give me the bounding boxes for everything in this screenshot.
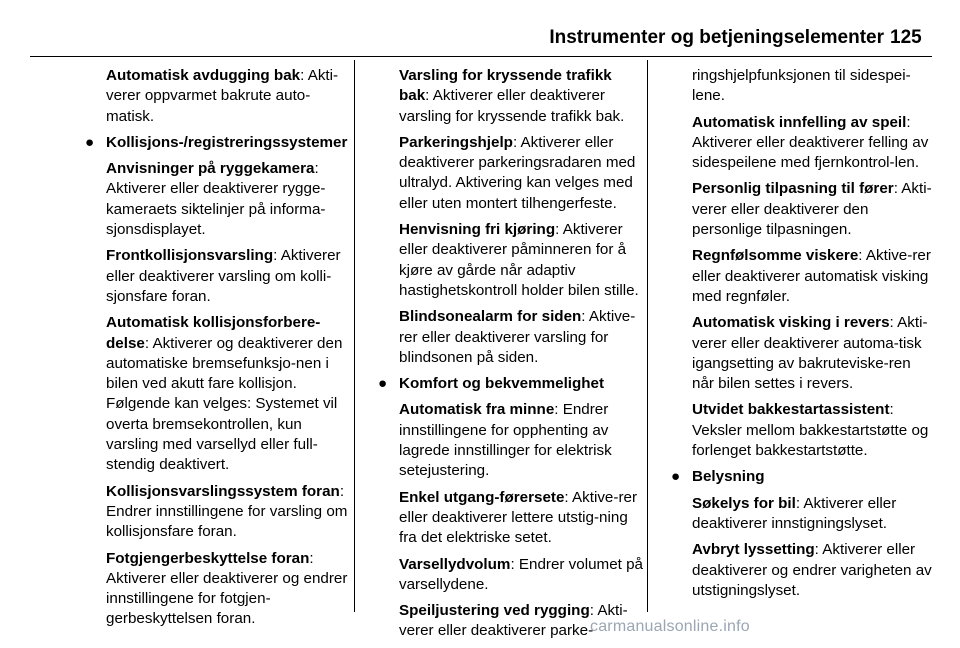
entry-rear-cross-traffic: Varsling for kryssende trafikk bak: Aktiverer eller deaktiverer varsling for kryssende trafikk bak. — [399, 67, 625, 125]
entry-exit-lighting: Avbryt lyssetting: Aktiverer eller deaktiverer og endrer varigheten av utstigningslyset. — [692, 541, 932, 599]
bullet-icon: ● — [378, 375, 388, 393]
bullet-comfort: ● Komfort og bekvemmelighet — [399, 374, 645, 394]
entry-vehicle-locator-lights: Søkelys for bil: Aktiverer eller deaktiverer innstigningslyset. — [692, 494, 897, 532]
header-rule — [30, 56, 932, 57]
entry-auto-memory-recall: Automatisk fra minne: Endrer innstillingene for opphenting av lagrede innstillinger for elektrisk setejustering. — [399, 401, 612, 480]
bullet-collision-systems: ● Kollisjons-/registreringssystemer — [106, 133, 352, 153]
entry-easy-exit-seat: Enkel utgang-førersete: Aktive-rer eller deaktiverer lettere utstig-ning fra det elektriske setet. — [399, 488, 637, 547]
entry-rear-camera-guidance: Anvisninger på ryggekamera: Aktiverer eller deaktiverer rygge-kameraets siktelinjer på informa-sjonsdisplayet. — [106, 160, 326, 239]
entry-park-assist: Parkeringshjelp: Aktiverer eller deaktiverer parkeringsradaren med ultralyd. Aktivering kan velges med eller uten montert tilhengerfeste. — [399, 133, 636, 212]
entry-reverse-mirror-tilt: Speiljustering ved rygging: Akti-verer eller deaktiverer parke- — [399, 602, 628, 640]
entry-front-collision-warning: Frontkollisjonsvarsling: Aktiverer eller deaktiverer varsling om kolli-sjonsfare foran. — [106, 247, 341, 305]
entry-pedestrian-protection: Fotgjengerbeskyttelse foran: Aktiverer eller deaktiverer og endrer innstillingene for fotgjen-gerbeskyttelsen foran. — [106, 549, 348, 628]
page-header-title: Instrumenter og betjeningselementer — [549, 27, 884, 48]
watermark: carmanualsonline.info — [590, 618, 750, 635]
entry-front-collision-alert-system: Kollisjonsvarslingssystem foran: Endrer innstillingene for varsling om kollisjonsfare foran. — [106, 482, 348, 541]
column-1 — [30, 66, 352, 636]
entry-hill-start-assist: Utvidet bakkestartassistent: Veksler mellom bakkestartstøtte og forlenget bakkestartstøtte. — [692, 401, 929, 460]
column-divider-1 — [354, 60, 355, 612]
bullet-lighting: ● Belysning — [692, 467, 932, 487]
entry-rain-sense-wipers: Regnfølsomme viskere: Aktive-rer eller deaktiverer automatisk visking med regnføler. — [692, 247, 931, 305]
entry-side-blind-zone: Blindsonealarm for siden: Aktive-rer eller deaktiverer varsling for blindsonen på siden. — [399, 308, 636, 366]
entry-go-notifier: Henvisning fri kjøring: Aktiverer eller deaktiverer påminneren for å kjøre av gårde når adaptiv hastighetskontroll holder bilen stille. — [399, 221, 639, 299]
entry-auto-mirror-fold: Automatisk innfelling av speil: Aktiverer eller deaktiverer felling av sidespeilene med fjernkontrol-len. — [692, 113, 929, 172]
bullet-icon: ● — [671, 468, 681, 486]
entry-auto-collision-prep: Automatisk kollisjonsforbere-delse: Aktiverer og deaktiverer den automatiske bremsefunksjo-nen i bilen ved akutt fare kollisjon. Følgende kan velges: Systemet vil overta bremsekontrollen, kun varsling med varsellyd eller full-stendig deaktivert. — [106, 314, 343, 474]
bullet-icon: ● — [85, 133, 95, 151]
entry-reverse-wiping: Automatisk visking i revers: Akti-verer eller deaktiverer automa-tisk igangsetting av bakruteviske-ren når bilen settes i revers. — [692, 314, 928, 393]
column-2 — [378, 66, 645, 648]
column-3 — [671, 66, 932, 607]
page-number: 125 — [890, 27, 922, 48]
entry-automatic-rear-defog: Automatisk avdugging bak: Akti-verer oppvarmet bakrute auto-matisk. — [106, 67, 339, 125]
entry-continuation: ringshjelpfunksjonen til sidespei-lene. — [692, 67, 911, 105]
entry-chime-volume: Varsellydvolum: Endrer volumet på varsellydene. — [399, 555, 643, 593]
column-divider-2 — [647, 60, 648, 612]
entry-driver-personalization: Personlig tilpasning til fører: Akti-verer eller deaktiverer den personlige tilpasningen. — [692, 180, 932, 239]
